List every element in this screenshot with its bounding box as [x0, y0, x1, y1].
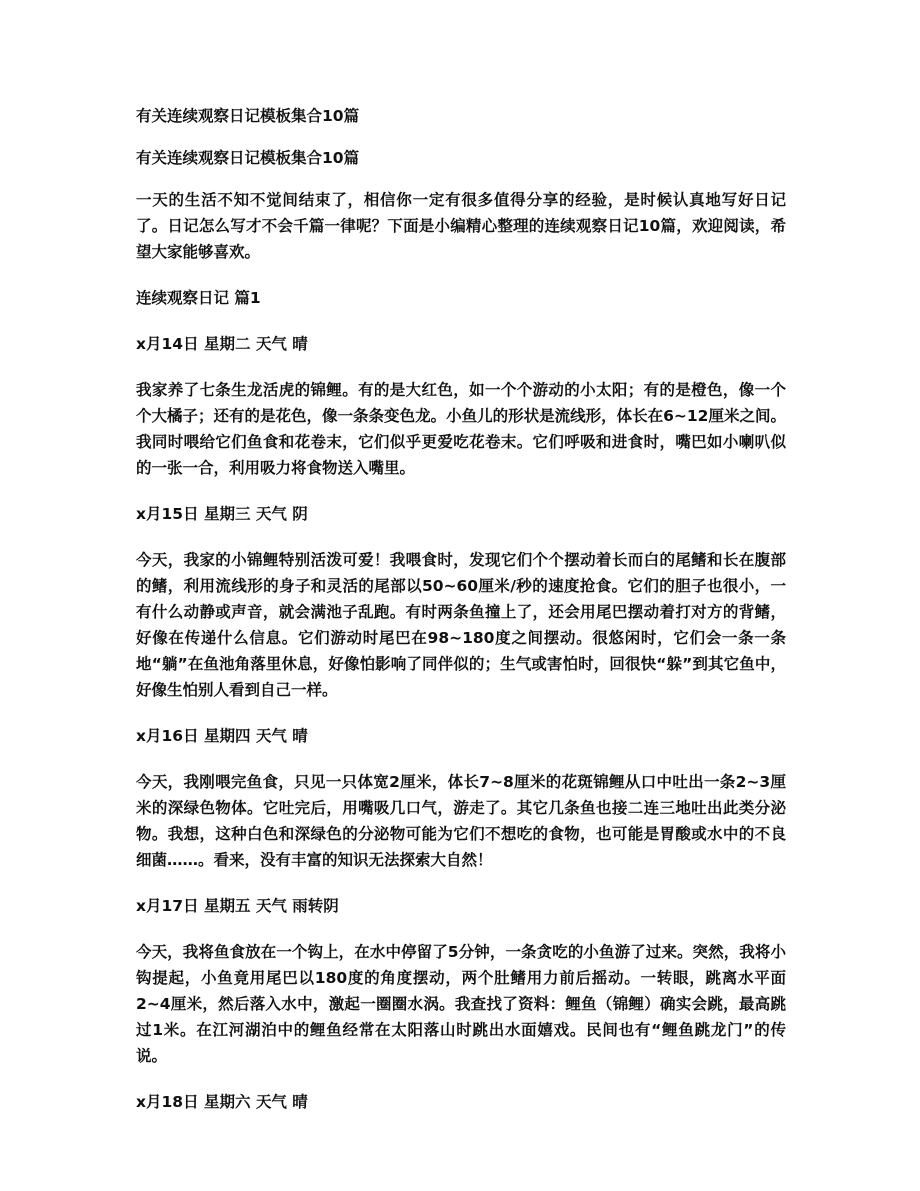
document-subtitle: 有关连续观察日记模板集合10篇 — [136, 149, 360, 167]
entry-text: 我家养了七条生龙活虎的锦鲤。有的是大红色，如一个个游动的小太阳；有的是橙色，像一个个大橘子；还有的是花色，像一条条变色龙。小鱼儿的形状是流线形，体长在6~12厘米之间。我同时喂给它们鱼食和花卷末，它们似乎更爱吃花卷末。它们呼吸和进食时，嘴巴如小喇叭似的一张一合，利用吸力将食物送入嘴里。 — [136, 381, 786, 477]
document-title: 有关连续观察日记模板集合10篇 — [136, 107, 360, 125]
entry-date: x月16日 星期四 天气 晴 — [136, 727, 308, 745]
entry-date: x月14日 星期二 天气 晴 — [136, 335, 308, 353]
section-heading: 连续观察日记 篇1 — [136, 289, 261, 307]
entry-text: 今天，我刚喂完鱼食，只见一只体宽2厘米，体长7~8厘米的花斑锦鲤从口中吐出一条2~3厘米的深绿色物体。它吐完后，用嘴吸几口气，游走了。其它几条鱼也接二连三地吐出此类分泌物。我想，这种白色和深绿色的分泌物可能为它们不想吃的食物，也可能是胃酸或水中的不良细菌……。看来，没有丰富的知识无法探索大自然！ — [136, 773, 786, 869]
intro-paragraph: 一天的生活不知不觉间结束了，相信你一定有很多值得分享的经验，是时候认真地写好日记了。日记怎么写才不会千篇一律呢？下面是小编精心整理的连续观察日记10篇，欢迎阅读，希望大家能够喜欢。 — [136, 191, 786, 261]
entry-text: 今天，我家的小锦鲤特别活泼可爱！我喂食时，发现它们个个摆动着长而白的尾鳍和长在腹部的鳍，利用流线形的身子和灵活的尾部以50~60厘米/秒的速度抢食。它们的胆子也很小，一有什么动静或声音，就会满池子乱跑。有时两条鱼撞上了，还会用尾巴摆动着打对方的背鳍，好像在传递什么信息。它们游动时尾巴在98~180度之间摆动。很悠闲时，它们会一条一条地“躺”在鱼池角落里休息，好像怕影响了同伴似的；生气或害怕时，回很快“躲”到其它鱼中，好像生怕别人看到自己一样。 — [136, 551, 786, 699]
entry-date: x月15日 星期三 天气 阴 — [136, 505, 308, 523]
entry-text: 今天，我将鱼食放在一个钩上，在水中停留了5分钟，一条贪吃的小鱼游了过来。突然，我将小钩提起，小鱼竟用尾巴以180度的角度摆动，两个肚鳍用力前后摇动。一转眼，跳离水平面2~4厘米，然后落入水中，激起一圈圈水涡。我查找了资料：鲤鱼（锦鲤）确实会跳，最高跳过1米。在江河湖泊中的鲤鱼经常在太阳落山时跳出水面嬉戏。民间也有“鲤鱼跳龙门”的传说。 — [136, 943, 786, 1065]
entry-date: x月17日 星期五 天气 雨转阴 — [136, 897, 339, 915]
entry-date: x月18日 星期六 天气 晴 — [136, 1093, 308, 1111]
document-page — [136, 104, 786, 1135]
